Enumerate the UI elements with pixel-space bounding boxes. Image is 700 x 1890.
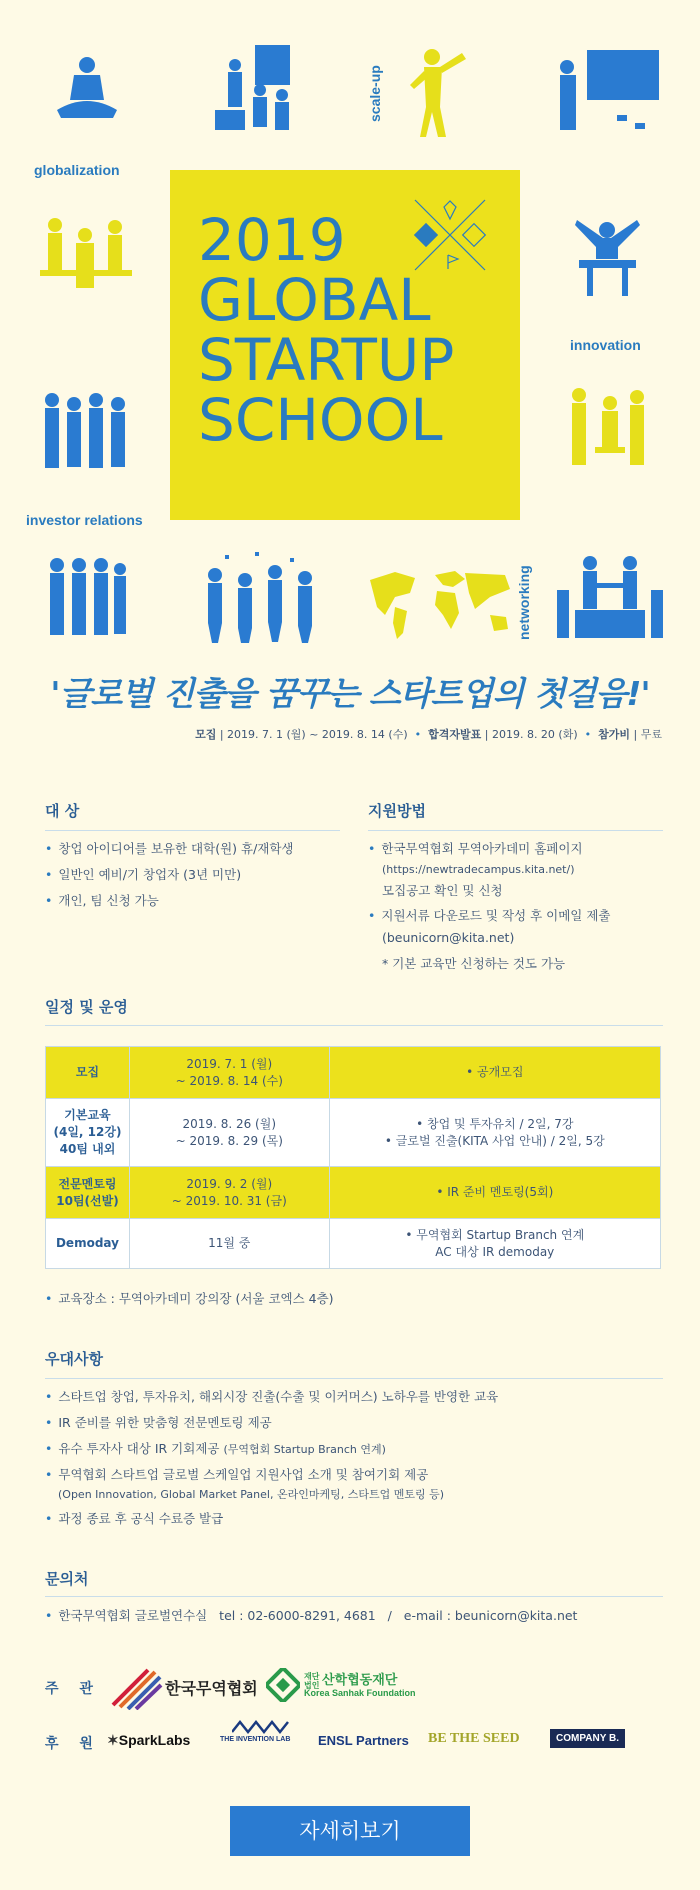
betheseed-logo: BE THE SEED: [428, 1731, 520, 1746]
apply-note: * 기본 교육만 신청하는 것도 가능: [382, 956, 566, 971]
list-item: • 과정 종료 후 공식 수료증 발급: [45, 1511, 224, 1526]
hero-collage: [0, 0, 700, 660]
team-group-icon: [45, 555, 130, 640]
crowd-jumping-icon: [195, 550, 325, 645]
apply-url[interactable]: (https://newtradecampus.kita.net/): [382, 863, 575, 876]
list-item: • IR 준비를 위한 맞춤형 전문멘토링 제공: [45, 1415, 272, 1430]
inventionlab-logo-text: THE INVENTION LAB: [220, 1736, 291, 1743]
target-heading: 대 상: [45, 802, 80, 820]
sanhak-logo-en: Korea Sanhak Foundation: [304, 1688, 416, 1698]
table-row: 전문멘토링 10팀(선발) 2019. 9. 2 (월) ~ 2019. 10. 31 (금) • IR 준비 멘토링(5회): [46, 1167, 661, 1219]
divider: [45, 830, 340, 831]
list-item: • 개인, 팀 신청 가능: [45, 893, 159, 908]
benefits-heading: 우대사항: [45, 1350, 103, 1368]
apply-notice: 모집공고 확인 및 신청: [382, 883, 503, 898]
announce-date: 2019. 8. 20 (화): [491, 728, 578, 741]
divider: [368, 830, 663, 831]
sparklabs-logo: ✶SparkLabs: [107, 1732, 191, 1748]
tag-networking: networking: [516, 565, 532, 640]
benefit-detail: (Open Innovation, Global Market Panel, 온라인마케팅, 스타트업 멘토링 등): [58, 1488, 445, 1501]
contact-heading: 문의처: [45, 1570, 89, 1588]
divider: [45, 1378, 663, 1379]
kita-logo-text: 한국무역협회: [165, 1681, 258, 1698]
meditating-person-icon: [52, 55, 122, 125]
sanhak-logo-text: 산학협동재단: [322, 1672, 398, 1687]
tag-globalization: globalization: [34, 162, 120, 178]
tag-investor-relations: investor relations: [26, 512, 143, 528]
world-map-icon: [365, 565, 515, 640]
title-line-global: GLOBAL: [198, 266, 431, 334]
list-item: • 한국무역협회 무역아카데미 홈페이지: [368, 841, 583, 856]
title-box: [170, 170, 520, 520]
presentation-board-icon: [555, 45, 665, 135]
title-line-startup: STARTUP: [198, 326, 455, 394]
apply-email[interactable]: (beunicorn@kita.net): [382, 930, 515, 945]
fee-value: 무료: [640, 728, 662, 741]
inventionlab-logo-icon: [232, 1720, 292, 1734]
contact-info: • 한국무역협회 글로벌연수실 tel : 02-6000-8291, 4681 / e-mail : beunicorn@kita.net: [45, 1608, 578, 1623]
list-item: • 일반인 예비/기 창업자 (3년 미만): [45, 867, 242, 882]
fee-label: 참가비: [598, 728, 631, 741]
host-label: 주 관: [45, 1681, 101, 1697]
divider: [45, 1596, 663, 1597]
companyb-logo: COMPANY B.: [550, 1729, 625, 1748]
slogan: '글로벌 진출을 꿈꾸는 스타트업의 첫걸음!': [50, 674, 650, 713]
sanhak-logo-small: 재단법인: [304, 1672, 320, 1690]
table-row: 기본교육 (4일, 12강) 40팀 내외 2019. 8. 26 (월) ~ 2019. 8. 29 (목) • 창업 및 투자유치 / 2일, 7강 • 글로벌 진출(KITA 사업 안내) / 2일, 5강: [46, 1099, 661, 1167]
recruit-period: 2019. 7. 1 (월) ~ 2019. 8. 14 (수): [227, 728, 408, 741]
sponsor-label: 후 원: [45, 1736, 101, 1752]
dates-summary: 모집 | 2019. 7. 1 (월) ~ 2019. 8. 14 (수) • 합격자발표 | 2019. 8. 20 (화) • 참가비 | 무료: [195, 728, 662, 741]
startup-emblem-icon: [410, 195, 490, 275]
list-item: • 유수 투자사 대상 IR 기회제공 (무역협회 Startup Branch 연계): [45, 1441, 386, 1456]
kita-logo-icon: [108, 1665, 163, 1710]
team-celebrating-icon: [565, 385, 650, 470]
recruit-label: 모집: [195, 728, 217, 741]
list-item: • 스타트업 창업, 투자유치, 해외시장 진출(수출 및 이커머스) 노하우를 반영한 교육: [45, 1389, 499, 1404]
group-standing-icon: [40, 390, 130, 475]
list-item: • 지원서류 다운로드 및 작성 후 이메일 제출: [368, 908, 611, 923]
team-discussion-icon: [40, 215, 135, 300]
education-place: • 교육장소 : 무역아카데미 강의장 (서울 코엑스 4층): [45, 1291, 334, 1306]
schedule-table: [45, 1046, 661, 1269]
apply-heading: 지원방법: [368, 802, 426, 820]
table-row: 모집 2019. 7. 1 (월) ~ 2019. 8. 14 (수) • 공개모집: [46, 1047, 661, 1099]
list-item: • 창업 아이디어를 보유한 대학(원) 휴/재학생: [45, 841, 294, 856]
list-item: • 무역협회 스타트업 글로벌 스케일업 지원사업 소개 및 참여기회 제공: [45, 1467, 429, 1482]
tag-scaleup: scale-up: [367, 65, 383, 122]
sanhak-logo-icon: [266, 1668, 300, 1702]
handshake-meeting-icon: [555, 555, 665, 640]
schedule-heading: 일정 및 운영: [45, 998, 128, 1016]
divider: [45, 1025, 663, 1026]
announce-label: 합격자발표: [428, 728, 482, 741]
cheering-person-icon: [575, 218, 640, 298]
ensl-logo: ENSL Partners: [318, 1733, 409, 1748]
megaphone-person-icon: [400, 45, 470, 140]
title-line-school: SCHOOL: [198, 386, 443, 454]
view-details-button[interactable]: 자세히보기: [230, 1806, 470, 1856]
tag-innovation: innovation: [570, 337, 641, 353]
team-meeting-icon: [210, 40, 300, 135]
title-line-year: 2019: [198, 206, 346, 274]
table-row: Demoday 11월 중 • 무역협회 Startup Branch 연계 AC 대상 IR demoday: [46, 1219, 661, 1269]
